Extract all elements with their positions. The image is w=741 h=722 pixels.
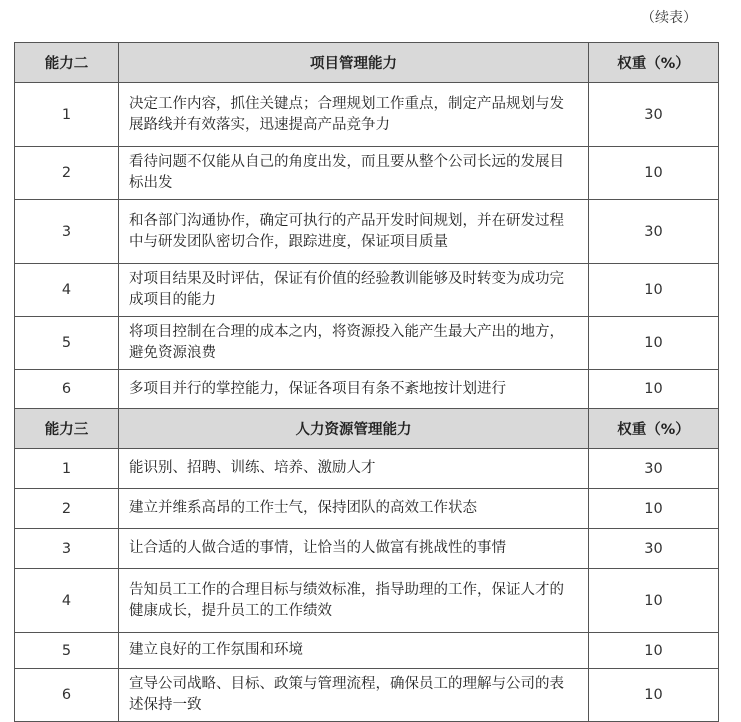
row-weight: 10 [589, 633, 719, 669]
continued-label: （续表） [641, 10, 697, 26]
header-title: 人力资源管理能力 [119, 409, 589, 449]
header-ability: 能力二 [15, 43, 119, 83]
table-row [15, 264, 719, 317]
section-header [15, 43, 719, 83]
header-title: 项目管理能力 [119, 43, 589, 83]
row-weight: 30 [589, 200, 719, 264]
header-weight: 权重（%） [589, 409, 719, 449]
row-text: 决定工作内容，抓住关键点；合理规划工作重点，制定产品规划与发展路线并有效落实，迅速提高产品竞争力 [119, 83, 589, 147]
row-weight: 10 [589, 147, 719, 200]
row-text: 看待问题不仅能从自己的角度出发，而且要从整个公司长远的发展目标出发 [119, 147, 589, 200]
table-row [15, 529, 719, 569]
header-weight: 权重（%） [589, 43, 719, 83]
table-row [15, 370, 719, 409]
row-text: 对项目结果及时评估，保证有价值的经验教训能够及时转变为成功完成项目的能力 [119, 264, 589, 317]
row-number: 4 [15, 569, 119, 633]
row-text: 和各部门沟通协作，确定可执行的产品开发时间规划，并在研发过程中与研发团队密切合作，跟踪进度，保证项目质量 [119, 200, 589, 264]
row-number: 6 [15, 669, 119, 722]
table-row [15, 83, 719, 147]
table-row [15, 317, 719, 370]
row-text: 告知员工工作的合理目标与绩效标准，指导助理的工作，保证人才的健康成长，提升员工的工作绩效 [119, 569, 589, 633]
row-number: 5 [15, 317, 119, 370]
table-row [15, 633, 719, 669]
row-weight: 30 [589, 529, 719, 569]
table-row [15, 569, 719, 633]
row-weight: 30 [589, 449, 719, 489]
row-text: 让合适的人做合适的事情，让恰当的人做富有挑战性的事情 [119, 529, 589, 569]
row-weight: 10 [589, 264, 719, 317]
row-text: 能识别、招聘、训练、培养、激励人才 [119, 449, 589, 489]
row-number: 4 [15, 264, 119, 317]
row-text: 将项目控制在合理的成本之内，将资源投入能产生最大产出的地方，避免资源浪费 [119, 317, 589, 370]
row-text: 宣导公司战略、目标、政策与管理流程，确保员工的理解与公司的表述保持一致 [119, 669, 589, 722]
table-row [15, 200, 719, 264]
table-row [15, 147, 719, 200]
section-header [15, 409, 719, 449]
row-text: 建立良好的工作氛围和环境 [119, 633, 589, 669]
row-weight: 10 [589, 317, 719, 370]
header-ability: 能力三 [15, 409, 119, 449]
table-row [15, 669, 719, 722]
row-weight: 10 [589, 669, 719, 722]
table-row [15, 449, 719, 489]
row-weight: 30 [589, 83, 719, 147]
row-weight: 10 [589, 370, 719, 409]
row-number: 2 [15, 147, 119, 200]
row-weight: 10 [589, 569, 719, 633]
row-text: 建立并维系高昂的工作士气，保持团队的高效工作状态 [119, 489, 589, 529]
row-number: 1 [15, 83, 119, 147]
row-number: 3 [15, 200, 119, 264]
row-weight: 10 [589, 489, 719, 529]
competency-table [14, 42, 719, 722]
row-number: 6 [15, 370, 119, 409]
row-number: 1 [15, 449, 119, 489]
row-number: 3 [15, 529, 119, 569]
row-number: 2 [15, 489, 119, 529]
table-row [15, 489, 719, 529]
row-text: 多项目并行的掌控能力，保证各项目有条不紊地按计划进行 [119, 370, 589, 409]
row-number: 5 [15, 633, 119, 669]
